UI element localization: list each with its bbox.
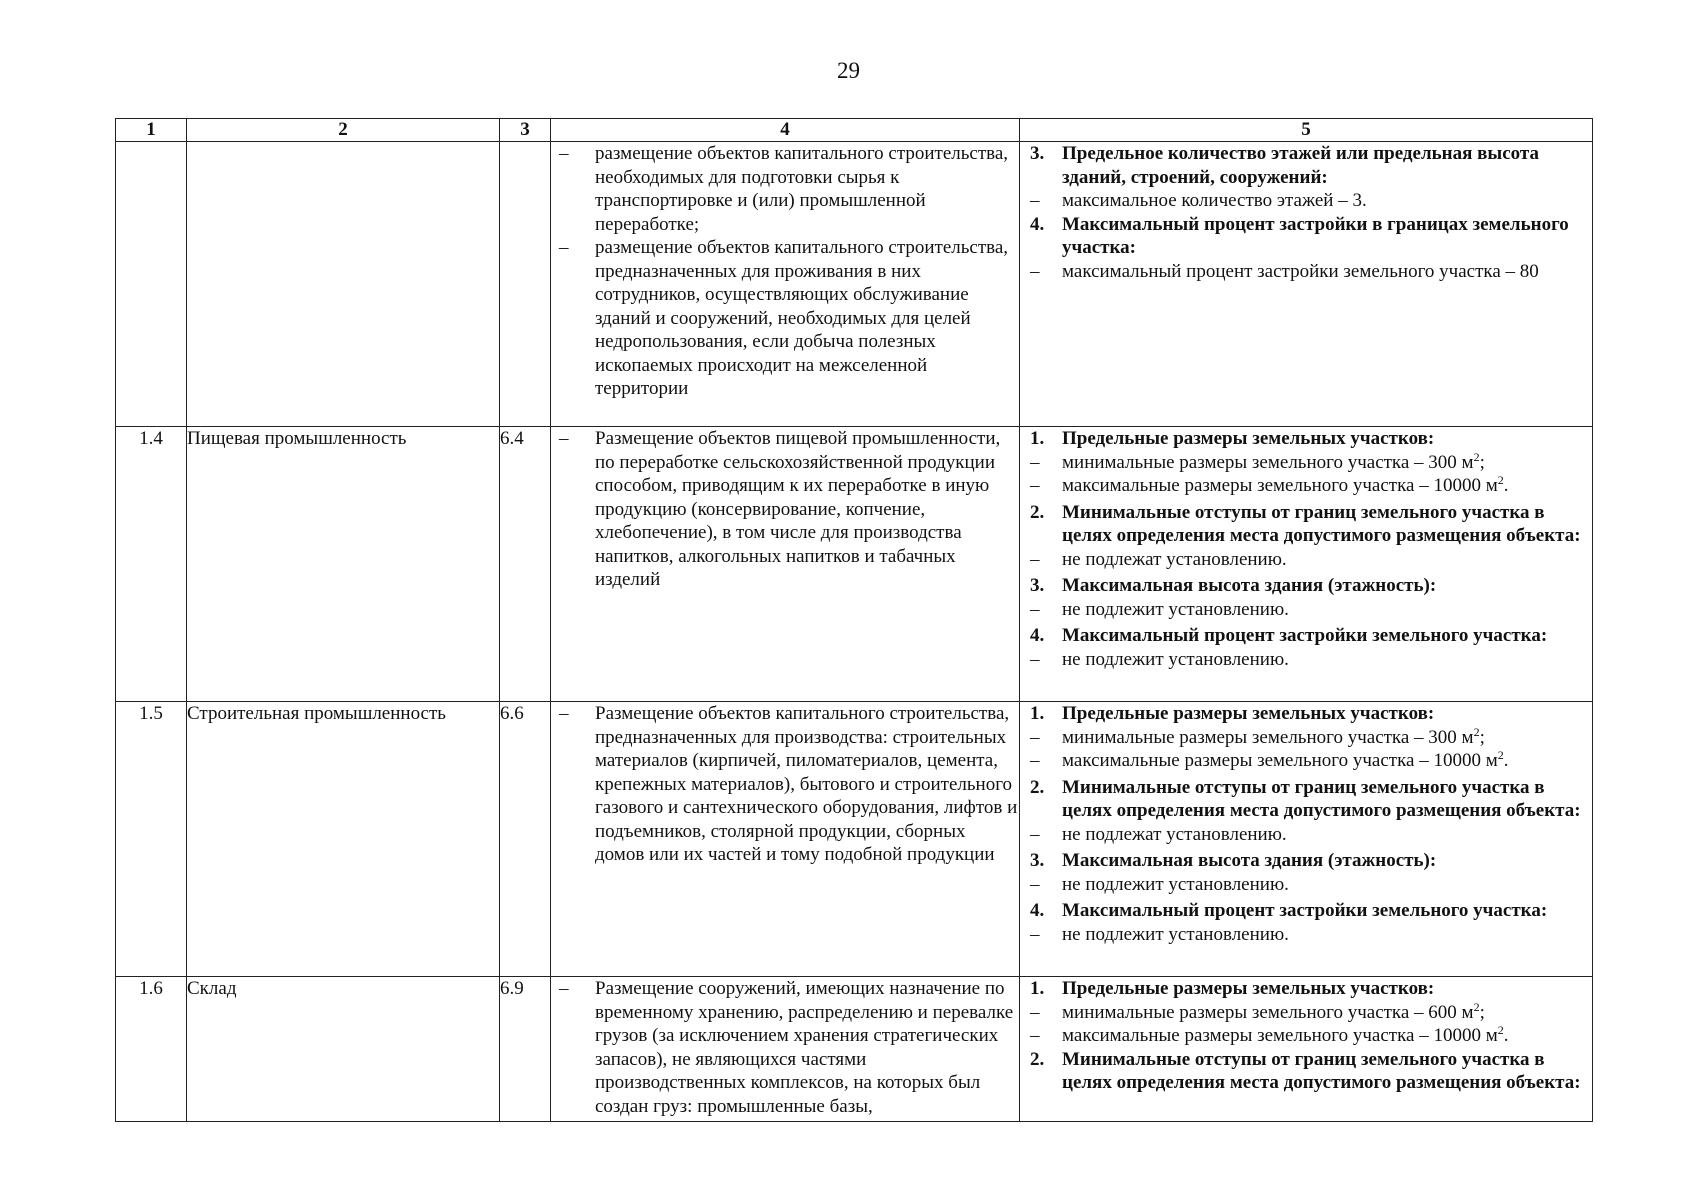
parameter-heading: 2. Минимальные отступы от границ земельного участка в целях определения места допустимого размещения объекта: bbox=[1030, 776, 1581, 821]
parameters-cell bbox=[1020, 702, 1593, 977]
parameter-value: – минимальные размеры земельного участка – 300 $м^2$; bbox=[1030, 724, 1485, 748]
parameter-value: – максимальный процент застройки земельного участка – 80 bbox=[1030, 260, 1539, 282]
description-item: – Размещение объектов капитального строительства, предназначенных для производства: строительных материалов (кирпичей, пиломатериалов, цемента, крепежных материалов), бытового и строительного газового и сантехнического оборудования, лифтов и подъемников, столярной продукции, сборных домов или их частей и тому подобной продукции bbox=[559, 703, 1018, 865]
row-number: 1.4 bbox=[116, 427, 187, 702]
use-code bbox=[500, 142, 551, 427]
parameter-heading: 1. Предельные размеры земельных участков: bbox=[1030, 703, 1435, 724]
use-description bbox=[551, 702, 1020, 977]
parameters-cell bbox=[1020, 427, 1593, 702]
use-description bbox=[551, 142, 1020, 427]
parameter-value: – максимальное количество этажей – 3. bbox=[1030, 190, 1367, 211]
column-header: 1 bbox=[116, 119, 187, 142]
parameter-heading: 4. Максимальный процент застройки земельного участка: bbox=[1030, 900, 1548, 921]
parameter-value: – максимальные размеры земельного участка – 10000 $м^2$. bbox=[1030, 473, 1509, 496]
column-header: 3 bbox=[500, 119, 551, 142]
parameter-value: – минимальные размеры земельного участка – 300 $м^2$; bbox=[1030, 449, 1485, 473]
parameter-heading: 1. Предельные размеры земельных участков: bbox=[1030, 978, 1435, 999]
use-name bbox=[187, 142, 500, 427]
table-row bbox=[116, 427, 1593, 702]
parameter-value: – не подлежит установлению. bbox=[1030, 923, 1289, 945]
parameter-heading: 2. Минимальные отступы от границ земельного участка в целях определения места допустимого размещения объекта: bbox=[1030, 1048, 1581, 1093]
table-row bbox=[116, 142, 1593, 427]
parameter-value: – не подлежат установлению. bbox=[1030, 548, 1287, 570]
column-header: 5 bbox=[1020, 119, 1593, 142]
table-row bbox=[116, 977, 1593, 1122]
description-item: – размещение объектов капитального строительства, необходимых для подготовки сырья к транспортировке и (или) промышленной переработке; bbox=[559, 143, 1009, 235]
parameter-heading: 1. Предельные размеры земельных участков: bbox=[1030, 428, 1435, 449]
use-code: 6.9 bbox=[500, 977, 551, 1122]
parameter-value: – не подлежит установлению. bbox=[1030, 598, 1289, 620]
parameter-heading: 3. Предельное количество этажей или предельная высота зданий, строений, сооружений: bbox=[1030, 143, 1539, 188]
use-name: Строительная промышленность bbox=[187, 702, 500, 977]
parameters-cell bbox=[1020, 142, 1593, 427]
parameters-cell bbox=[1020, 977, 1593, 1122]
parameter-heading: 4. Максимальный процент застройки в границах земельного участка: bbox=[1030, 213, 1569, 258]
parameter-value: – не подлежит установлению. bbox=[1030, 873, 1289, 895]
parameter-heading: 4. Максимальный процент застройки земельного участка: bbox=[1030, 625, 1548, 646]
parameter-heading: 3. Максимальная высота здания (этажность): bbox=[1030, 575, 1437, 596]
use-code: 6.6 bbox=[500, 702, 551, 977]
use-description bbox=[551, 977, 1020, 1122]
parameter-value: – не подлежит установлению. bbox=[1030, 648, 1289, 670]
use-name: Пищевая промышленность bbox=[187, 427, 500, 702]
description-item: – размещение объектов капитального строительства, предназначенных для проживания в них сотрудников, осуществляющих обслуживание зданий и сооружений, необходимых для целей недропользования, если добыча полезных ископаемых происходит на межселенной территории bbox=[559, 237, 1009, 399]
use-description bbox=[551, 427, 1020, 702]
column-header: 2 bbox=[187, 119, 500, 142]
parameter-heading: 2. Минимальные отступы от границ земельного участка в целях определения места допустимого размещения объекта: bbox=[1030, 501, 1581, 546]
table-row bbox=[116, 702, 1593, 977]
use-name: Склад bbox=[187, 977, 500, 1122]
parameter-value: – максимальные размеры земельного участка – 10000 $м^2$. bbox=[1030, 748, 1509, 771]
row-number: 1.5 bbox=[116, 702, 187, 977]
parameter-value: – не подлежат установлению. bbox=[1030, 823, 1287, 845]
parameter-value: – минимальные размеры земельного участка – 600 $м^2$; bbox=[1030, 999, 1485, 1023]
parameter-heading: 3. Максимальная высота здания (этажность): bbox=[1030, 850, 1437, 871]
parameter-value: – максимальные размеры земельного участка – 10000 $м^2$. bbox=[1030, 1023, 1509, 1046]
row-number bbox=[116, 142, 187, 427]
zoning-table bbox=[115, 118, 1593, 1122]
table-header-row bbox=[116, 119, 1593, 142]
row-number: 1.6 bbox=[116, 977, 187, 1122]
page-number: 29 bbox=[837, 58, 860, 83]
use-code: 6.4 bbox=[500, 427, 551, 702]
description-item: – Размещение объектов пищевой промышленности, по переработке сельскохозяйственной продукции способом, приводящим к их переработке в иную продукцию (консервирование, копчение, хлебопечение), в том числе для производства напитков, алкогольных напитков и табачных изделий bbox=[559, 428, 1001, 590]
description-item: – Размещение сооружений, имеющих назначение по временному хранению, распределению и перевалке грузов (за исключением хранения стратегических запасов), не являющихся частями производственных комплексов, на которых был создан груз: промышленные базы, bbox=[559, 978, 1014, 1117]
column-header: 4 bbox=[551, 119, 1020, 142]
